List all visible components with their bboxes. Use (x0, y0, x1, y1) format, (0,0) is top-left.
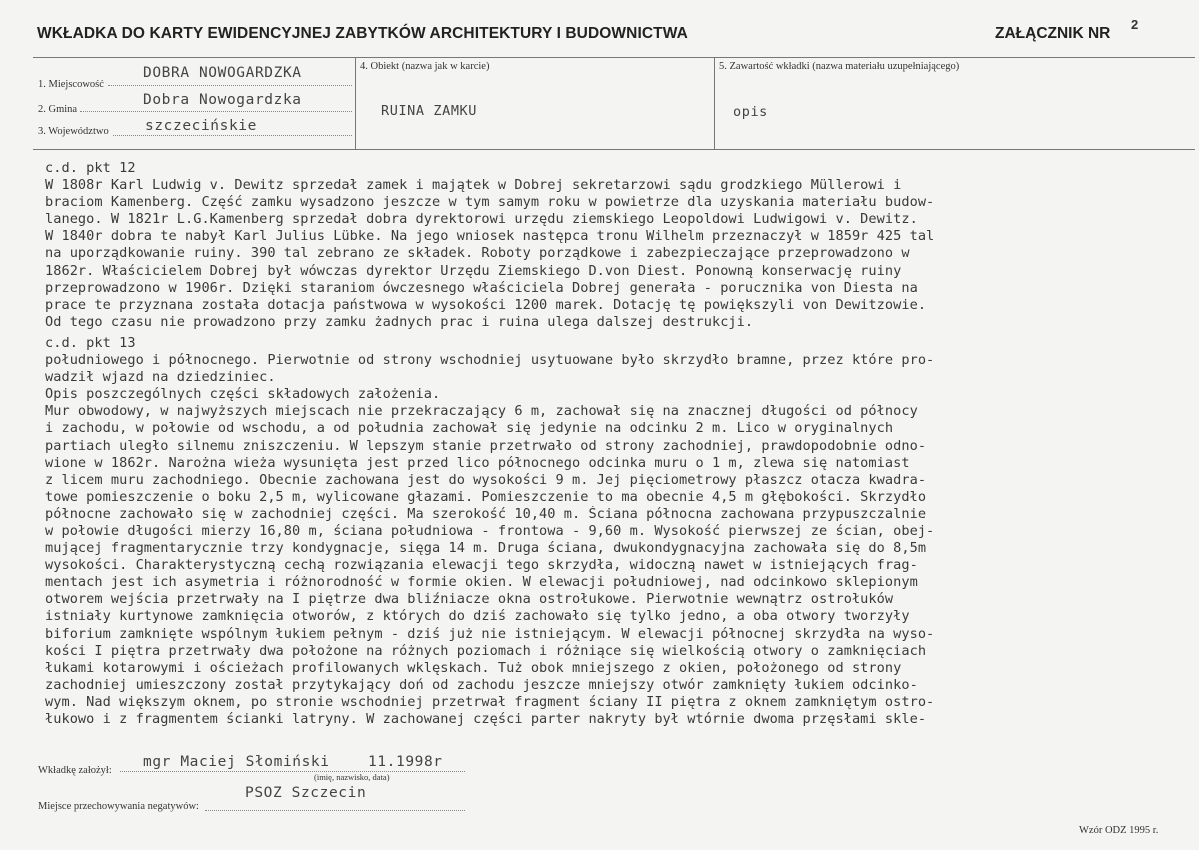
text-line: c.d. pkt 13 (45, 334, 136, 351)
storage-dots (205, 810, 465, 811)
text-line: kości I piętra przetrwały dwa położone na różnych poziomach i różniące się wielkością otwory o zamknięciach (45, 642, 927, 659)
annex-label: ZAŁĄCZNIK NR (995, 25, 1111, 42)
text-line: Mur obwodowy, w najwyższych miejscach nie przekraczający 6 m, zachował się na znacznej długości od północy (45, 403, 918, 420)
author-hint: (imię, nazwisko, data) (314, 772, 390, 782)
text-line: biforium zamknięte wspólnym łukiem pełnym - dziś już nie istniejącym. W elewacji północnej skrzydła na wyso- (45, 625, 935, 642)
text-line: mentach jest ich asymetria i różnorodność w formie okien. W elewacji południowej, nad odcinkowo sklepionym (45, 574, 918, 591)
text-line: wysokości. Charakterystyczną cechą rozwiązania elewacji tego skrzydła, widoczną nawet w istniejących frag- (45, 557, 918, 574)
text-line: i zachodu, w połowie od wschodu, a od południa zachował się jedynie na odcinku 2 m. Lico w oryginalnych (45, 420, 894, 437)
wojewodztwo-label: 3. Województwo (38, 126, 109, 137)
column-divider-2 (714, 57, 715, 149)
text-line: przeprowadzono w 1906r. Dzięki staraniom ówczesnego właściciela Dobrej generała - porucznika von Diesta na (45, 279, 918, 296)
text-line: południowego i północnego. Pierwotnie od strony wschodniej usytuowane było skrzydło bramne, przez które pro- (45, 352, 935, 369)
zawartosc-label: 5. Zawartość wkładki (nazwa materiału uzupełniającego) (719, 61, 960, 72)
text-line: Od tego czasu nie prowadzono przy zamku żadnych prac i ruina ulega dalszej destrukcji. (45, 313, 754, 330)
text-line: wym. Nad większym oknem, po stronie wschodniej przetrwał fragment ściany II piętra z oknem zamkniętym ostro- (45, 693, 935, 710)
text-line: W 1840r dobra te nabył Karl Julius Lübke. Na jego wniosek następca tronu Wilhelm przeznaczył w 1859r 425 tal (45, 228, 935, 245)
author-value: mgr Maciej Słomiński (143, 754, 330, 770)
text-line: prace te przyznana została dotacja państwowa w wysokości 1200 marek. Dotację tę powiększyli von Dewitzowie. (45, 296, 927, 313)
header-bottom-rule (33, 149, 1195, 150)
obiekt-label: 4. Obiekt (nazwa jak w karcie) (360, 61, 490, 72)
text-line: wadził wjazd na dziedziniec. (45, 369, 276, 386)
text-line: istniały kurtynowe zamknięcia otworów, z których do dziś zachowało się tylko jedno, a oba otwory tworzyły (45, 608, 910, 625)
text-line: łukowo i z fragmentem ścianki latryny. W zachowanej części parter nakryty był wtórnie dwoma przęsłami skle- (45, 711, 927, 727)
text-line: partiach uległo silnemu zniszczeniu. W lepszym stanie przetrwało od strony zachodniej, prawdopodobnie odno- (45, 437, 927, 454)
text-line: towe pomieszczenie o boku 2,5 m, wylicowane głazami. Pomieszczenie to ma obecnie 4,5 m głębokości. Skrzydło (45, 488, 927, 505)
text-line: na uporządkowanie ruiny. 390 tal zebrano ze składek. Roboty porządkowe i zabezpieczające przeprowadzono w (45, 245, 910, 262)
zawartosc-value: opis (733, 104, 768, 120)
gmina-dots (80, 111, 352, 112)
text-line: Opis poszczególnych części składowych założenia. (45, 386, 441, 403)
text-line: w połowie długości mierzy 16,80 m, ściana południowa - frontowa - 9,60 m. Wysokość pierwszej ze ścian, obej- (45, 522, 935, 539)
text-line: północne zachowało się w zachodniej części. Ma szerokość 10,40 m. Ściana północna zachowana przypuszczalnie (45, 505, 927, 522)
text-line: braciom Kamenberg. Część zamku wysadzono jeszcze w tym samym roku w powietrze dla uzyskania materiału budow- (45, 194, 935, 211)
header-top-rule (33, 57, 1195, 58)
form-code: Wzór ODZ 1995 r. (1079, 825, 1159, 836)
text-line: otworem wejścia przetrwały na I piętrze dwa bliźniacze okna ostrołukowe. Pierwotnie wewnątrz ostrołuków (45, 591, 894, 608)
text-line: z licem muru zachodniego. Obecnie zachowana jest do wysokości 9 m. Jej pięciometrowy płaszcz otacza kwadra- (45, 471, 927, 488)
wojewodztwo-dots (113, 135, 352, 136)
miejscowosc-value: DOBRA NOWOGARDZKA (143, 65, 302, 81)
author-dots (120, 771, 465, 772)
miejscowosc-label: 1. Miejscowość (38, 79, 104, 90)
date-value: 11.1998r (368, 754, 443, 770)
storage-value: PSOZ Szczecin (245, 785, 367, 801)
text-line: łukami kotarowymi i ościeżach profilowanych wklęskach. Tuż obok mniejszego z okien, położonego od strony (45, 659, 902, 676)
obiekt-value: RUINA ZAMKU (381, 103, 478, 119)
text-line: c.d. pkt 12 (45, 160, 136, 176)
column-divider-1 (355, 57, 356, 149)
text-line: lanego. W 1821r L.G.Kamenberg sprzedał dobra dyrektorowi urzędu ziemskiego Leopoldowi Ludwigowi v. Dewitz. (45, 211, 918, 228)
text-line: W 1808r Karl Ludwig v. Dewitz sprzedał zamek i majątek w Dobrej sekretarzowi sądu grodzkiego Müllerowi i (45, 177, 902, 194)
annex-number: 2 (1131, 17, 1139, 32)
miejscowosc-dots (108, 85, 352, 86)
text-line: 1862r. Właścicielem Dobrej był wówczas dyrektor Urzędu Ziemskiego D.von Diest. Ponowną konserwację ruiny (45, 262, 902, 279)
description-text (45, 160, 1170, 728)
storage-label: Miejsce przechowywania negatywów: (38, 801, 199, 812)
text-line: zachodniej umieszczony został przytykający doń od zachodu jeszcze mniejszy otwór zamknięty łukiem odcinko- (45, 676, 918, 693)
author-label: Wkładkę założył: (38, 765, 112, 776)
gmina-label: 2. Gmina (38, 104, 78, 115)
form-title: WKŁADKA DO KARTY EWIDENCYJNEJ ZABYTKÓW ARCHITEKTURY I BUDOWNICTWA (37, 25, 688, 42)
text-line: mującej fragmentarycznie trzy kondygnacje, sięga 14 m. Druga ściana, dwukondygnacyjna zachowała się do 8,5m (45, 540, 927, 557)
wojewodztwo-value: szczecińskie (145, 118, 257, 134)
text-line: wione w 1862r. Narożna wieża wysunięta jest przed lico północnego odcinka muru o 1 m, zlewa się natomiast (45, 454, 910, 471)
gmina-value: Dobra Nowogardzka (143, 92, 302, 108)
